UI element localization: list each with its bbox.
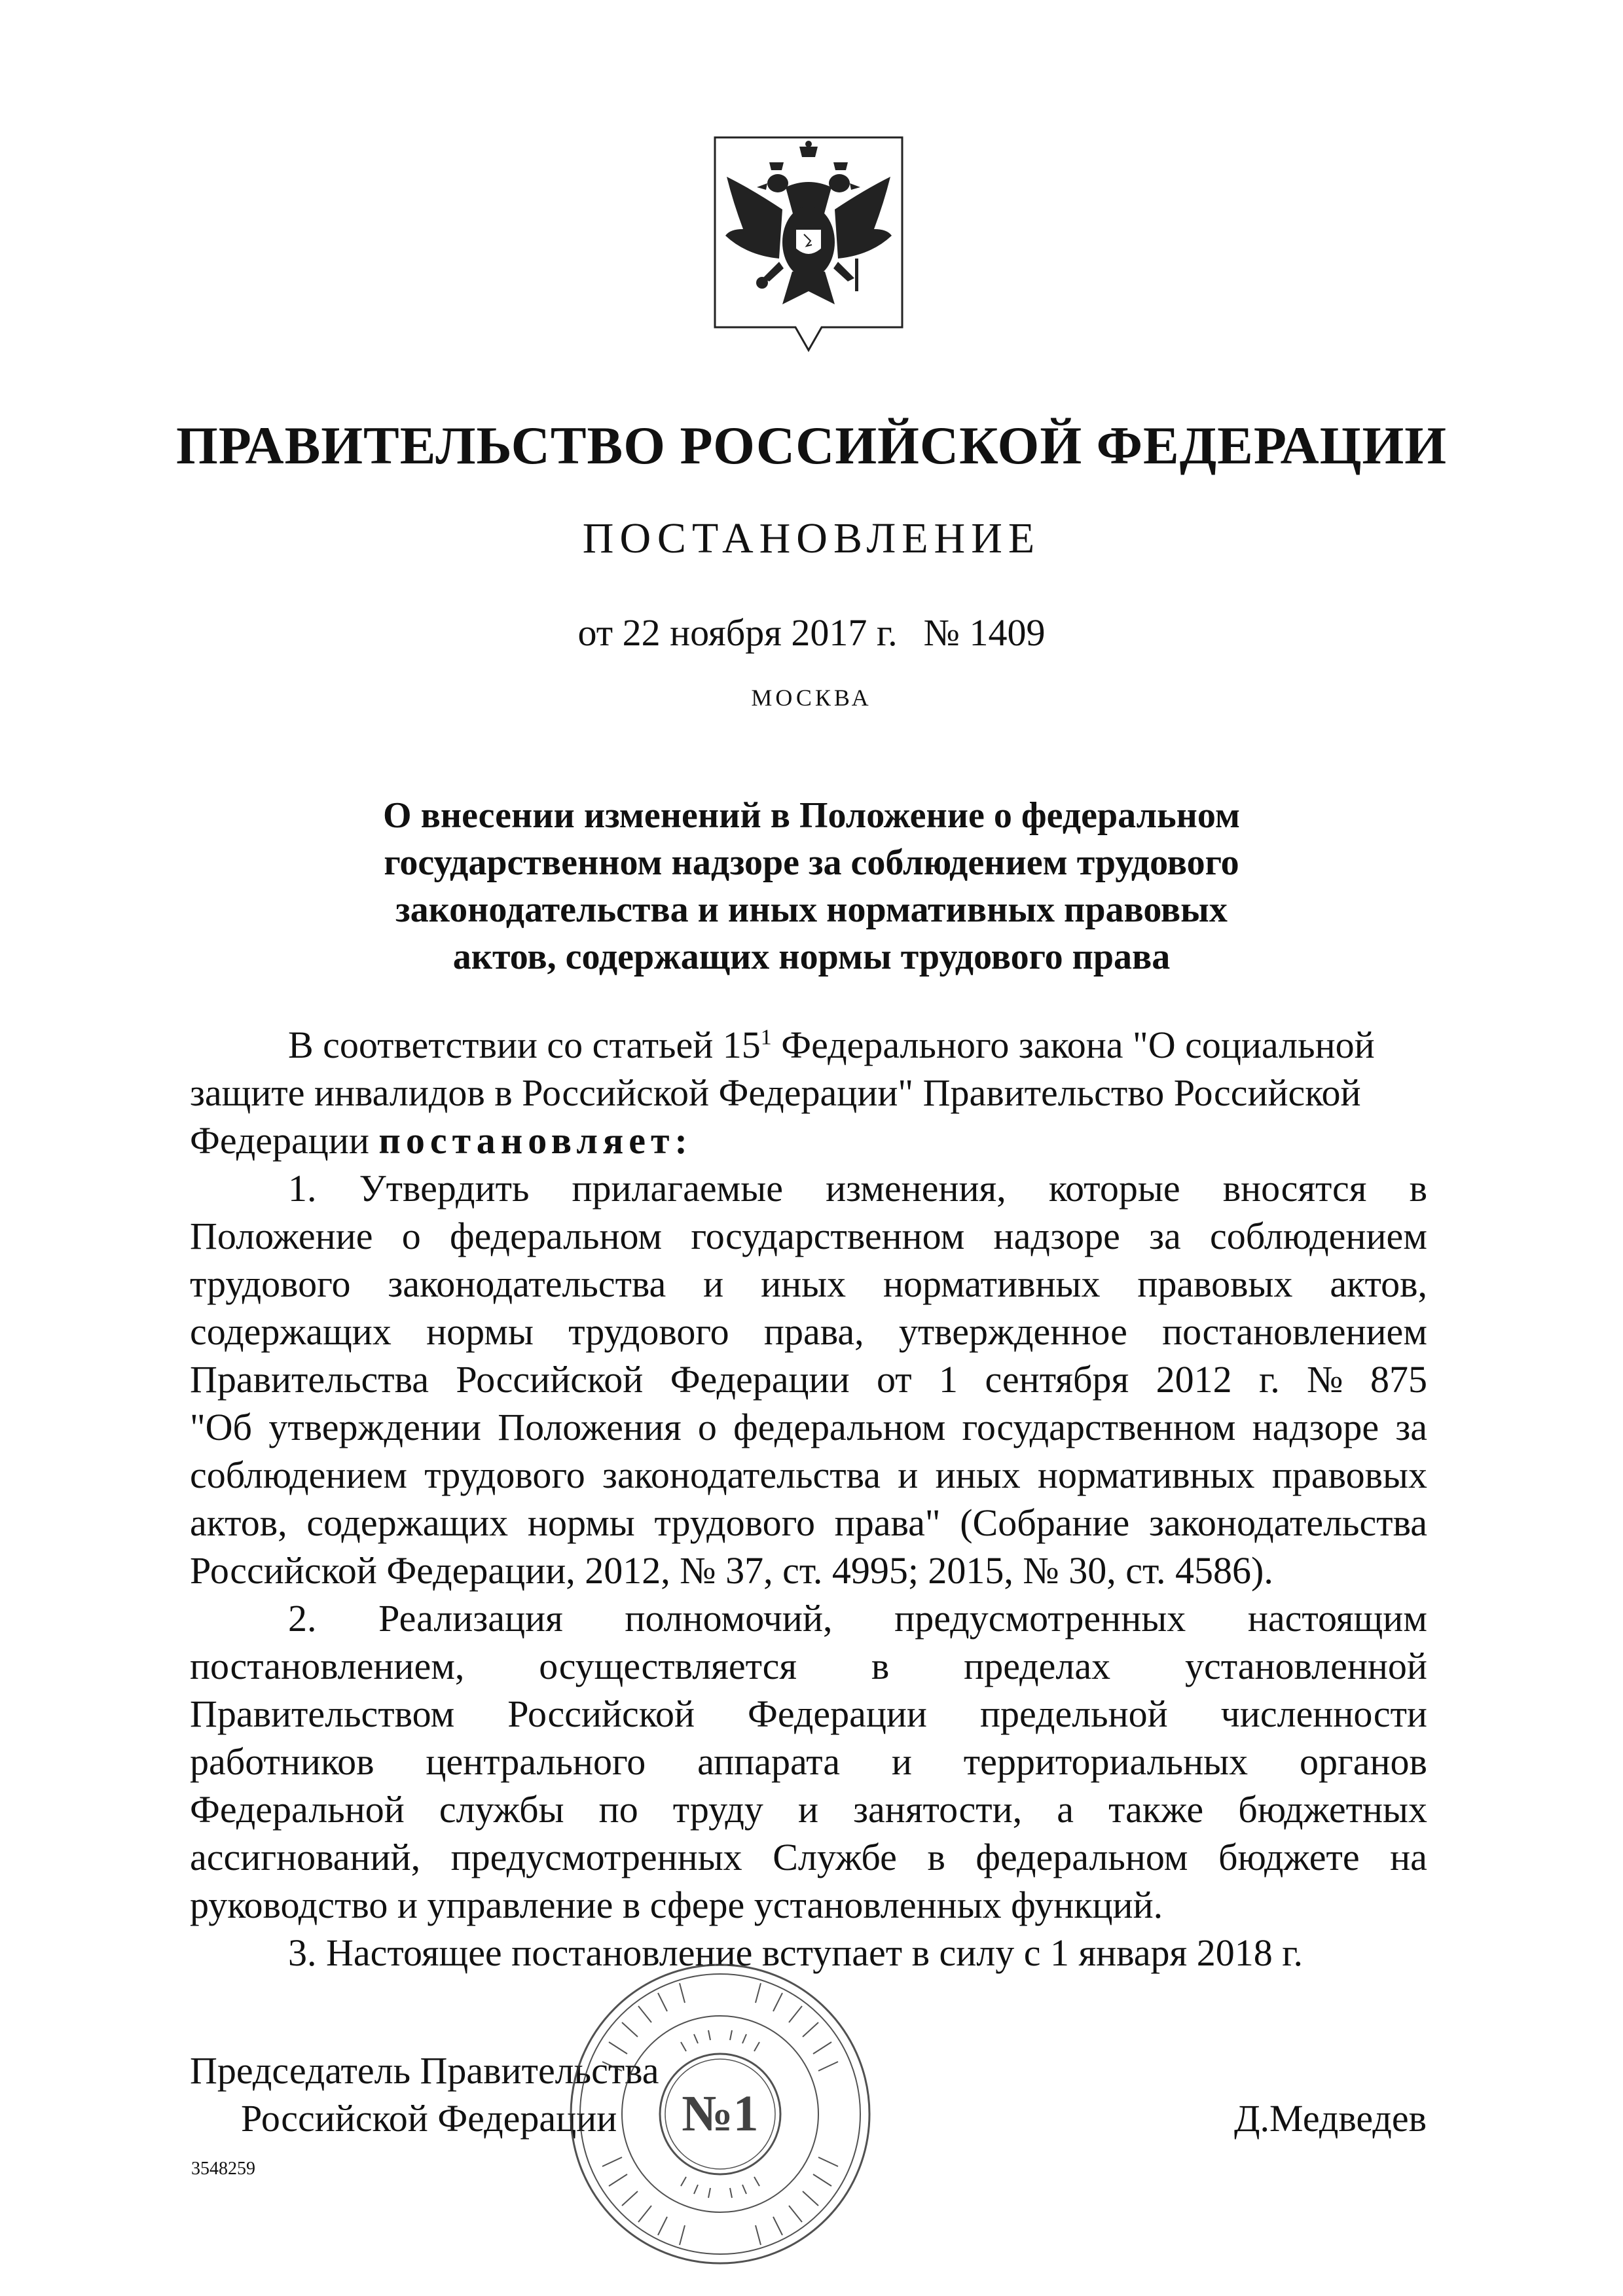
word: правовых: [1137, 1263, 1293, 1305]
word: и: [703, 1263, 724, 1305]
issue-city: МОСКВА: [751, 685, 872, 711]
signatory-position: Российской Федерации: [241, 2097, 617, 2140]
word: 2012: [1156, 1358, 1232, 1401]
word: вносятся: [1222, 1167, 1367, 1210]
word: трудового: [568, 1310, 729, 1353]
word: Федерации: [670, 1358, 850, 1401]
word: утверждении: [268, 1406, 481, 1448]
preamble-line: защите инвалидов в Российской Федерации" Правительство Российской: [190, 1071, 1361, 1114]
word: федеральном: [450, 1215, 663, 1257]
word: полномочий,: [625, 1597, 833, 1640]
word: Федеральной: [190, 1788, 405, 1831]
item-2-line: [190, 1594, 1427, 1642]
word: о: [401, 1215, 421, 1257]
word: нормы: [426, 1310, 534, 1353]
decree-title-line: О внесении изменений в Положение о федеральном: [383, 795, 1240, 836]
word: установленной: [1184, 1645, 1427, 1687]
word: бюджетных: [1238, 1788, 1427, 1831]
word: также: [1108, 1788, 1204, 1831]
word: бюджете: [1218, 1836, 1360, 1878]
word: изменения,: [826, 1167, 1006, 1210]
word: труду: [672, 1788, 763, 1831]
word: в: [871, 1645, 890, 1687]
item-1-line: [190, 1308, 1427, 1355]
item-1-line: [190, 1355, 1427, 1403]
item-2-line: [190, 1738, 1427, 1785]
word: за: [1395, 1406, 1427, 1448]
word: соблюдением: [1210, 1215, 1427, 1257]
word: о: [697, 1406, 717, 1448]
item-1-line: [190, 1499, 1427, 1547]
decree-title: [0, 792, 1623, 980]
item-1-line: [190, 1403, 1427, 1451]
government-name: ПРАВИТЕЛЬСТВО РОССИЙСКОЙ ФЕДЕРАЦИИ: [175, 416, 1448, 475]
word: "Об: [190, 1406, 253, 1448]
word: Правительством: [190, 1693, 455, 1735]
word: и: [891, 1740, 912, 1783]
item-1-line: [190, 1212, 1427, 1260]
decree-number: № 1409: [923, 611, 1046, 654]
word: службы: [439, 1788, 564, 1831]
preamble-line: [190, 1117, 1427, 1164]
word: и: [898, 1454, 919, 1496]
decree-title-line: государственном надзоре за соблюдением трудового: [384, 842, 1239, 883]
word: нормативных: [883, 1263, 1101, 1305]
word: Российской: [507, 1693, 695, 1735]
word: осуществляется: [539, 1645, 797, 1687]
word: актов,: [190, 1501, 287, 1544]
word: иных: [761, 1263, 847, 1305]
word: федеральном: [733, 1406, 946, 1448]
word: надзоре: [1252, 1406, 1379, 1448]
word: постановлением: [1162, 1310, 1427, 1353]
document-type: ПОСТАНОВЛЕНИЕ: [582, 514, 1041, 562]
document-code: 3548259: [191, 2159, 255, 2179]
word: на: [1390, 1836, 1427, 1878]
word: Федерации: [748, 1693, 927, 1735]
word: 875: [1370, 1358, 1427, 1401]
word: Утвердить: [359, 1167, 530, 1210]
item-1-line: [190, 1260, 1427, 1308]
word: законодательства: [388, 1263, 666, 1305]
word: территориальных: [963, 1740, 1249, 1783]
word: центрального: [426, 1740, 646, 1783]
decree-body: [190, 1021, 1427, 1977]
word: пределах: [964, 1645, 1111, 1687]
decree-title-line: актов, содержащих нормы трудового права: [452, 937, 1171, 977]
word: 1.: [288, 1167, 317, 1210]
russian-coat-of-arms-icon: [707, 131, 910, 360]
word: за: [1149, 1215, 1181, 1257]
resolves-keyword: постановляет:: [378, 1119, 693, 1162]
word: надзоре: [993, 1215, 1120, 1257]
preamble-text: В соответствии со статьей 15: [288, 1024, 761, 1066]
word: трудового: [190, 1263, 351, 1305]
item-1-line: [190, 1451, 1427, 1499]
item-2-line: [190, 1690, 1427, 1738]
signatory-position: Председатель Правительства: [190, 2049, 659, 2092]
word: г.: [1259, 1358, 1280, 1401]
word: правовых: [1271, 1454, 1427, 1496]
word: государственном: [962, 1406, 1236, 1448]
word: в: [927, 1836, 945, 1878]
word: от: [877, 1358, 912, 1401]
word: настоящим: [1247, 1597, 1427, 1640]
decree-date-line: [0, 611, 1623, 654]
word: которые: [1048, 1167, 1180, 1210]
word: 1: [939, 1358, 958, 1401]
signatory-name: Д.Медведев: [1233, 2097, 1427, 2140]
word: ассигнований,: [190, 1836, 421, 1878]
word: права,: [763, 1310, 864, 1353]
item-1-line: [190, 1164, 1427, 1212]
word: Службе: [773, 1836, 897, 1878]
word: прилагаемые: [572, 1167, 783, 1210]
word: федеральном: [976, 1836, 1188, 1878]
word: предусмотренных: [894, 1597, 1186, 1640]
word: 2.: [288, 1597, 317, 1640]
item-2-line: [190, 1833, 1427, 1881]
word: соблюдением: [190, 1454, 407, 1496]
word: сентября: [985, 1358, 1129, 1401]
word: нормы: [527, 1501, 635, 1544]
word: Положение: [190, 1215, 373, 1257]
round-seal-icon: [563, 1957, 877, 2271]
word: Реализация: [378, 1597, 563, 1640]
decree-title-line: законодательства и иных нормативных правовых: [395, 889, 1228, 930]
word: работников: [190, 1740, 374, 1783]
article-superscript: 1: [760, 1025, 772, 1050]
word: а: [1057, 1788, 1074, 1831]
word: органов: [1299, 1740, 1427, 1783]
word: трудового: [654, 1501, 815, 1544]
seal-center-text: №1: [682, 2085, 759, 2142]
preamble-line: [190, 1021, 1427, 1069]
word: предельной: [979, 1693, 1168, 1735]
word: содержащих: [306, 1501, 509, 1544]
word: права": [834, 1501, 941, 1544]
word: численности: [1220, 1693, 1427, 1735]
word: законодательства: [602, 1454, 881, 1496]
word: Правительства: [190, 1358, 429, 1401]
word: законодательства: [1149, 1501, 1427, 1544]
word: государственном: [691, 1215, 965, 1257]
word: постановлением,: [190, 1645, 465, 1687]
word: актов,: [1330, 1263, 1427, 1305]
item-2-line: руководство и управление в сфере установленных функций.: [190, 1884, 1163, 1926]
word: предусмотренных: [450, 1836, 742, 1878]
word: по: [598, 1788, 638, 1831]
item-1-line: Российской Федерации, 2012, № 37, ст. 4995; 2015, № 30, ст. 4586).: [190, 1549, 1273, 1592]
preamble-text: Федерации: [190, 1119, 379, 1162]
item-2-line: [190, 1642, 1427, 1690]
decree-date: от 22 ноября 2017 г.: [577, 611, 898, 654]
word: содержащих: [190, 1310, 392, 1353]
word: №: [1307, 1358, 1343, 1401]
word: трудового: [424, 1454, 585, 1496]
word: занятости,: [853, 1788, 1023, 1831]
item-2-line: [190, 1785, 1427, 1833]
word: Российской: [456, 1358, 644, 1401]
word: и: [798, 1788, 819, 1831]
word: в: [1409, 1167, 1427, 1210]
word: аппарата: [697, 1740, 840, 1783]
item-3-line: 3. Настоящее постановление вступает в силу с 1 января 2018 г.: [288, 1931, 1303, 1974]
word: нормативных: [1038, 1454, 1255, 1496]
word: иных: [935, 1454, 1021, 1496]
preamble-text: Федерального закона "О социальной: [771, 1024, 1375, 1066]
word: утвержденное: [898, 1310, 1127, 1353]
word: Положения: [498, 1406, 682, 1448]
word: (Собрание: [960, 1501, 1130, 1544]
